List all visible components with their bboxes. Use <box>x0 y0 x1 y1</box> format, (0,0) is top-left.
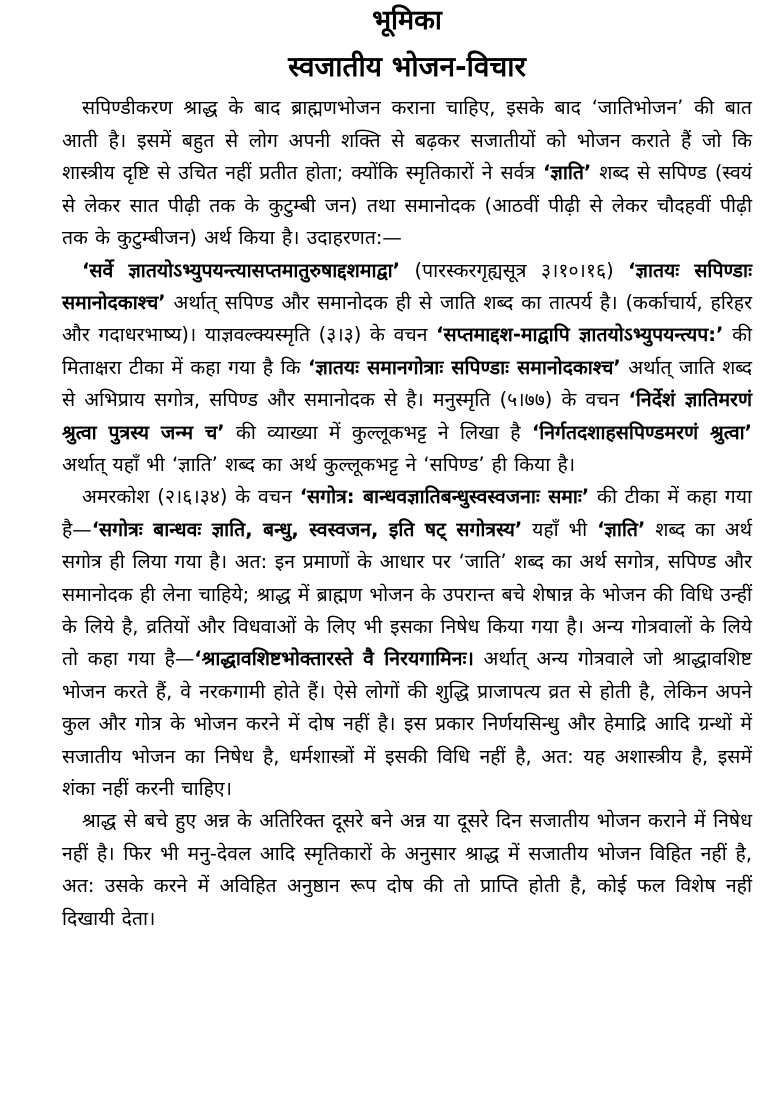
text-run: यहाँ भी <box>522 517 598 541</box>
sanskrit-quote: ‘सर्वे ज्ञातयोऽभ्युपयन्त्यासप्तमातुरुषाद्दशमाद्वा’ <box>82 258 401 282</box>
text-run: की टीका में कहा गया है— <box>62 485 752 541</box>
section-title: स्वजातीय भोजन-विचार <box>288 49 526 83</box>
text-run: अर्थात् अन्य गोत्रवाले जो श्राद्धावशिष्ट भोजन करते हैं, वे नरकगामी होते हैं। ऐसे लोगों की शुद्धि प्राजापत्य व्रत से होती है, लेकिन अपने कुल और गोत्र के भोजन करने में दोष नहीं है। इस प्रकार निर्णयसिन्धु और हेमाद्रि आदि ग्रन्थों में सजातीय भोजन का निषेध है, धर्मशास्त्रों में इसकी विधि नहीं है, अत: यह अशास्त्रीय है, इसमें शंका नहीं करनी चाहिए। <box>62 647 752 801</box>
book-page <box>62 0 752 935</box>
text-run: अर्थात् यहाँ भी ‘ज्ञाति’ शब्द का अर्थ कुल्लूकभट्ट ने ‘सपिण्ड’ ही किया है। <box>62 452 576 476</box>
text-run: अमरकोश (२।६।३४) के वचन <box>82 485 300 509</box>
text-run: शब्द का अर्थ सगोत्र ही लिया गया है। अत: इन प्रमाणों के आधार पर ‘जाति’ शब्द का अर्थ सगोत्र, सपिण्ड और समानोदक ही लेना चाहिये; श्राद्ध में ब्राह्मण भोजन के उपरान्त बचे शेषान्न के भोजन की विधि उन्हीं के लिये है, व्रतियों और विधवाओं के लिए भी इसका निषेध किया गया है। अन्य गोत्रवालों के लिये तो कहा गया है— <box>62 517 752 671</box>
text-run: की मिताक्षरा टीका में कहा गया है कि <box>62 323 752 379</box>
quoted-term: ‘ज्ञाति’ <box>597 517 646 541</box>
text-run: अर्थात् जाति शब्द से अभिप्राय सगोत्र, सपिण्ड और समानोदक से है। मनुस्मृति (५।७७) के वचन <box>62 355 753 412</box>
sanskrit-quote: ‘ज्ञातयः समानगोत्राः सपिण्डाः समानोदकाश्च’ <box>308 355 621 379</box>
text-run: शब्द से सपिण्ड (स्वयं से लेकर सात पीढ़ी तक के कुटुम्बी जन) तथा समानोदक (आठवीं पीढ़ी से लेकर चौदहवीं पीढ़ी तक के कुटुम्बीजन) अर्थ किया है। उदाहरणत:— <box>62 161 752 250</box>
text-run: (पारस्करगृह्यसूत्र ३।१०।१६) <box>400 258 629 282</box>
paragraph-4 <box>62 805 752 935</box>
paragraph-1 <box>62 92 752 254</box>
sanskrit-quote: ‘ज्ञातयः सपिण्डाः समानोदकाश्च’ <box>62 258 752 314</box>
sanskrit-quote: ‘सप्तमाद्दश-माद्वापि ज्ञातयोऽभ्युपयन्त्यप:’ <box>436 323 724 347</box>
quoted-term: ‘ज्ञाति’ <box>543 161 592 185</box>
sanskrit-quote: ‘सगोत्र: बान्धवज्ञातिबन्धुस्वस्वजनाः समाः’ <box>299 485 590 509</box>
sanskrit-quote: ‘निर्देशं ज्ञातिमरणं श्रुत्वा पुत्रस्य जन्म च’ <box>62 388 752 444</box>
text-run: की व्याख्या में कुल्लूकभट्ट ने लिखा है <box>224 420 532 444</box>
paragraph-2 <box>62 255 752 482</box>
text-run: श्राद्ध से बचे हुए अन्न के अतिरिक्त दूसरे बने अन्न या दूसरे दिन सजातीय भोजन कराने में निषेध नहीं है। फिर भी मनु-देवल आदि स्मृतिकारों के अनुसार श्राद्ध में सजातीय भोजन विहित नहीं है, अत: उसके करने में अविहित अनुष्ठान रूप दोष की तो प्राप्ति होती है, कोई फल विशेष नहीं दिखायी देता। <box>62 809 752 930</box>
page-heading: भूमिका <box>372 5 442 36</box>
sanskrit-quote: ‘निर्गतदशाहसपिण्डमरणं श्रुत्वा’ <box>531 420 752 444</box>
sanskrit-quote: ‘श्राद्धावशिष्टभोक्तारस्ते वै निरयगामिनः। <box>194 647 474 671</box>
sanskrit-quote: ‘सगोत्रः बान्धवः ज्ञाति, बन्धु, स्वस्वजन, इति षट् सगोत्रस्य’ <box>91 517 523 541</box>
paragraph-3 <box>62 481 752 805</box>
text-run: अर्थात् सपिण्ड और समानोदक ही से जाति शब्द का तात्पर्य है। (कर्काचार्य, हरिहर और गदाधरभाष्य)। याज्ञवल्क्यस्मृति (३।३) के वचन <box>62 290 752 347</box>
text-run: सपिण्डीकरण श्राद्ध के बाद ब्राह्मणभोजन कराना चाहिए, इसके बाद ‘जातिभोजन’ की बात आती है। इसमें बहुत से लोग अपनी शक्ति से बढ़कर सजातीयों को भोजन कराते हैं जो कि शास्त्रीय दृष्टि से उचित नहीं प्रतीत होता; क्योंकि स्मृतिकारों ने सर्वत्र <box>62 96 752 185</box>
